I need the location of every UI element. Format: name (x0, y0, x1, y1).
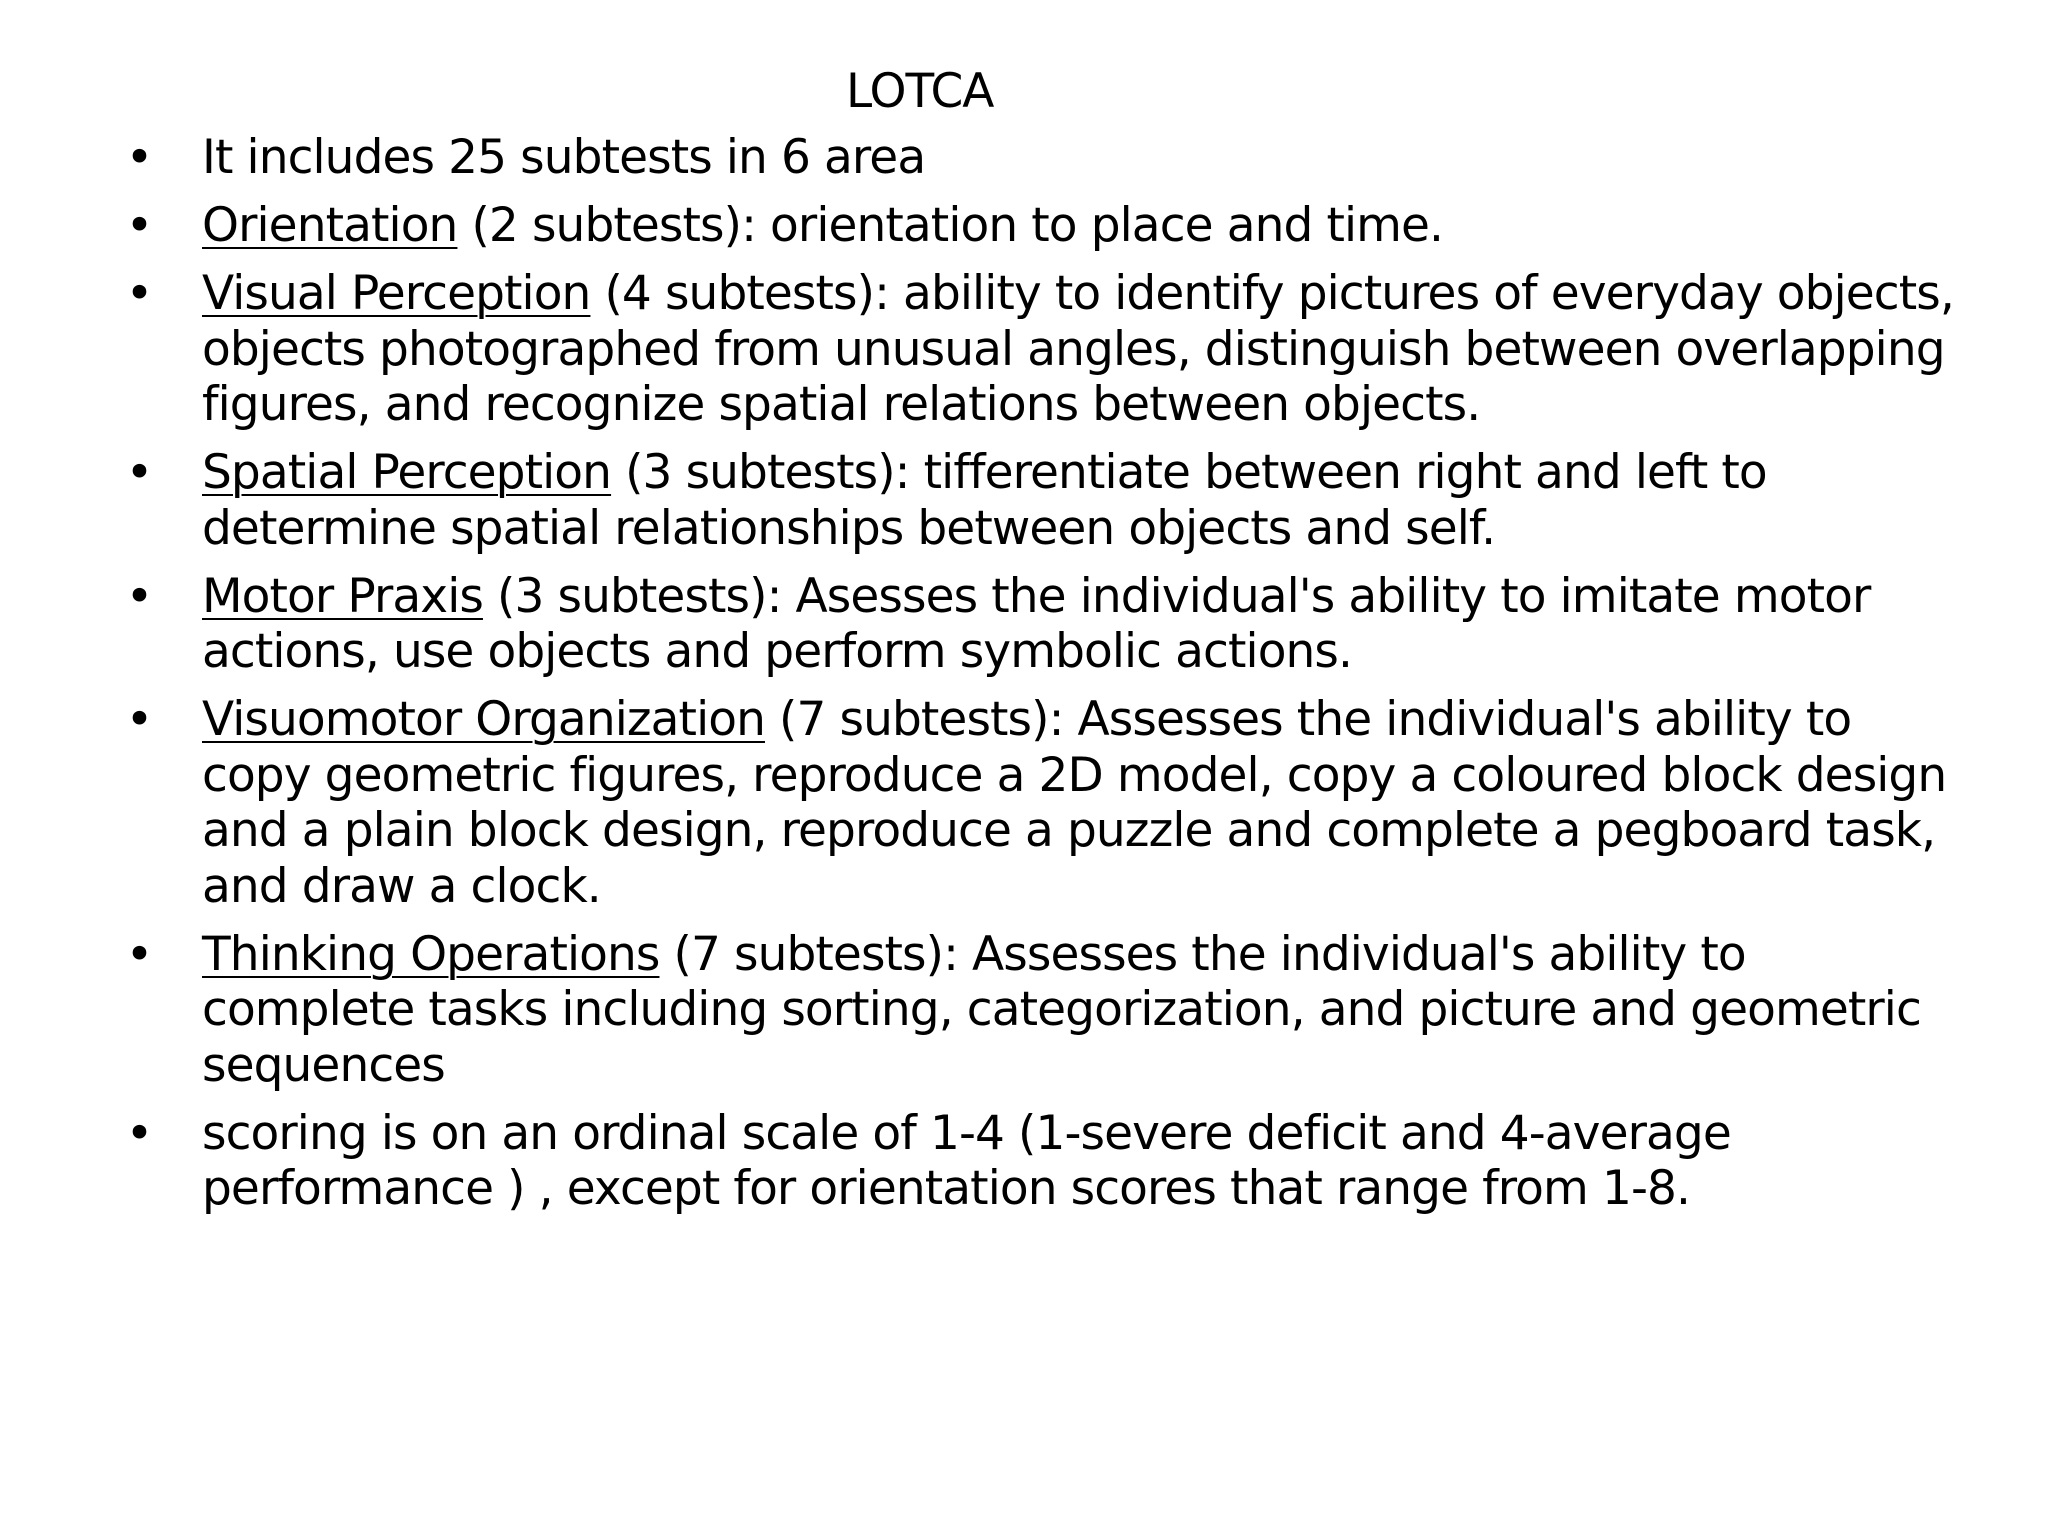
bullet-body: (7 subtests): Assesses the individual's ability to complete tasks including sorting, categorization, and picture and geometric sequences (202, 926, 1921, 1093)
bullet-body: (3 subtests): Asesses the individual's ability to imitate motor actions, use objects and perform symbolic actions. (202, 568, 1871, 679)
bullet-text (202, 266, 1962, 433)
slide-title: LOTCA (846, 64, 994, 119)
bullet-text (202, 692, 1962, 914)
bullet-dot-icon: • (125, 568, 153, 624)
bullet-body: scoring is on an ordinal scale of 1-4 (1-severe deficit and 4-average performance ) , except for orientation scores that range from 1-8. (202, 1105, 1731, 1216)
bullet-body: (4 subtests): ability to identify pictures of everyday objects, objects photographed from unusual angles, distinguish between overlapping figures, and recognize spatial relations between objects. (202, 266, 1954, 432)
bullet-body: (7 subtests): Assesses the individual's ability to copy geometric figures, reproduce a 2D model, copy a coloured block design and a plain block design, reproduce a puzzle and complete a pegboard task, and draw a clock. (202, 692, 1947, 914)
bullet-term: Visual Perception (202, 266, 591, 321)
bullet-term: Motor Praxis (202, 568, 483, 624)
bullet-dot-icon: • (125, 926, 153, 982)
bullet-item (0, 692, 1962, 914)
bullet-item (0, 266, 1962, 433)
bullet-dot-icon: • (125, 1105, 153, 1161)
bullet-dot-icon: • (125, 266, 153, 321)
bullet-item (0, 445, 1962, 556)
bullet-item (0, 1106, 1962, 1217)
bullet-body: It includes 25 subtests in 6 area (202, 130, 926, 185)
bullet-term: Spatial Perception (202, 445, 612, 500)
bullet-text (202, 1106, 1962, 1217)
bullet-item (0, 198, 1962, 254)
bullet-term: Thinking Operations (202, 926, 660, 982)
bullet-body: (3 subtests): tifferentiate between right and left to determine spatial relationships between objects and self. (202, 445, 1767, 556)
bullet-text (202, 569, 1962, 680)
bullet-item (0, 927, 1962, 1094)
bullet-dot-icon: • (125, 198, 153, 253)
bullet-dot-icon: • (125, 445, 153, 500)
bullet-item (0, 130, 1962, 186)
bullet-body: (2 subtests): orientation to place and time. (457, 198, 1444, 253)
bullet-term: Visuomotor Organization (202, 692, 765, 747)
bullet-text (202, 198, 1962, 254)
bullet-dot-icon: • (125, 692, 153, 747)
bullet-term: Orientation (202, 198, 458, 253)
bullet-text (202, 927, 1962, 1094)
bullet-text (202, 445, 1962, 556)
bullet-item (0, 569, 1962, 680)
bullet-text (202, 130, 1962, 186)
bullet-list (0, 130, 2048, 1229)
bullet-dot-icon: • (125, 130, 153, 185)
